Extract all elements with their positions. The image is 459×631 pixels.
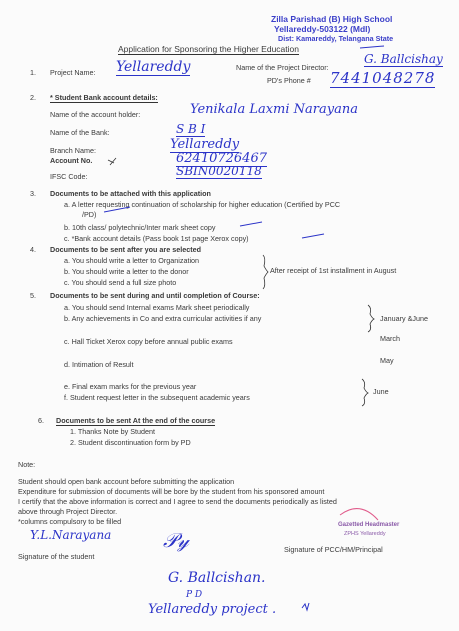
hm-stamp-line1: Gazetted Headmaster bbox=[338, 522, 400, 528]
after-selection-heading: Documents to be sent after you are selected bbox=[50, 245, 201, 254]
during-course-c: c. Hall Ticket Xerox copy before annual public exams bbox=[64, 337, 233, 346]
attachment-a: a. A letter requesting continuation of scholarship for higher education (Certified by PCC bbox=[64, 200, 341, 209]
project-signature-flourish bbox=[302, 603, 309, 610]
branch-name-label: Branch Name: bbox=[50, 146, 96, 155]
pcc-initials: 𝒫𝓎 bbox=[163, 528, 190, 552]
installment-note: After receipt of 1st installment in August bbox=[270, 266, 397, 275]
item3-number: 3. bbox=[30, 189, 36, 198]
account-scribble bbox=[108, 158, 116, 165]
bank-name-value: S B I bbox=[176, 122, 206, 136]
end-of-course-1: 1. Thanks Note by Student bbox=[70, 427, 155, 436]
during-course-d: d. Intimation of Result bbox=[64, 360, 134, 369]
note-line-5: *columns compulsory to be filled bbox=[18, 517, 122, 526]
branch-name-value: Yellareddy bbox=[170, 137, 240, 152]
after-selection-b: b. You should write a letter to the donor bbox=[64, 267, 189, 276]
during-course-d-month: May bbox=[380, 356, 394, 365]
check-mark-b bbox=[240, 222, 262, 226]
attachment-b: b. 10th class/ polytechnic/Inter mark sheet copy bbox=[64, 223, 216, 232]
bracket-final-exams bbox=[362, 379, 368, 406]
account-number-label: Account No. bbox=[50, 156, 93, 165]
hm-signature-mark bbox=[340, 509, 378, 520]
check-mark-a bbox=[104, 207, 130, 212]
project-director-label: Name of the Project Director: bbox=[236, 63, 329, 72]
student-signature: Y.L.Narayana bbox=[30, 528, 112, 542]
bank-details-heading: * Student Bank account details: bbox=[50, 93, 158, 102]
project-director-value: G. Ballcishay bbox=[364, 52, 443, 66]
pd-signature-name: G. Ballcishan. bbox=[168, 570, 266, 586]
project-name-label: Project Name: bbox=[50, 68, 96, 77]
item2-number: 2. bbox=[30, 93, 36, 102]
page-title: Application for Sponsoring the Higher Education bbox=[118, 44, 299, 54]
during-course-c-month: March bbox=[380, 334, 400, 343]
bracket-during-course bbox=[368, 305, 374, 332]
school-stamp-line2: Yellareddy-503122 (Mdl) bbox=[274, 24, 371, 34]
attachments-heading: Documents to be attached with this application bbox=[50, 189, 211, 198]
note-line-4: above through Project Director. bbox=[18, 507, 118, 516]
end-of-course-heading: Documents to be sent At the end of the course bbox=[56, 416, 216, 425]
during-course-f: f. Student request letter in the subsequent academic years bbox=[64, 393, 250, 402]
pd-phone-value: 7441048278 bbox=[330, 69, 436, 87]
during-course-heading: Documents to be sent during and until completion of Course: bbox=[50, 291, 260, 300]
pd-phone-label: PD's Phone # bbox=[267, 76, 311, 85]
item1-number: 1. bbox=[30, 68, 36, 77]
ifsc-label: IFSC Code: bbox=[50, 172, 88, 181]
student-signature-label: Signature of the student bbox=[18, 552, 95, 561]
school-stamp-line3: Dist: Kamareddy, Telangana State bbox=[278, 34, 394, 43]
note-line-3: I certify that the above information is correct and I agree to send the documents periodically as listed bbox=[18, 497, 337, 506]
director-underline-mark bbox=[360, 46, 384, 48]
project-signature: Yellareddy project . bbox=[148, 602, 277, 617]
during-course-ef-month: June bbox=[373, 387, 389, 396]
note-line-1: Student should open bank account before submitting the application bbox=[18, 477, 235, 486]
project-name-value: Yellareddy bbox=[116, 59, 191, 75]
attachment-a-cont: /PD) bbox=[82, 210, 97, 219]
check-mark-c bbox=[302, 234, 324, 238]
bracket-after-selection bbox=[263, 255, 268, 289]
attachment-c: c. *Bank account details (Pass book 1st page Xerox copy) bbox=[64, 234, 249, 243]
item4-number: 4. bbox=[30, 245, 36, 254]
note-label: Note: bbox=[18, 460, 36, 469]
hm-stamp-line2: ZPHS Yellareddy bbox=[344, 531, 386, 537]
after-selection-a: a. You should write a letter to Organization bbox=[64, 256, 200, 265]
after-selection-c: c. You should send a full size photo bbox=[64, 278, 177, 287]
during-course-b-month: January &June bbox=[380, 314, 428, 323]
ifsc-value: SBIN0020118 bbox=[176, 164, 262, 178]
item5-number: 5. bbox=[30, 291, 36, 300]
item6-number: 6. bbox=[38, 416, 44, 425]
school-stamp-line1: Zilla Parishad (B) High School bbox=[271, 14, 393, 24]
account-holder-label: Name of the account holder: bbox=[50, 110, 141, 119]
account-number-value: 62410726467 bbox=[176, 151, 267, 166]
during-course-a: a. You should send Internal exams Mark sheet periodically bbox=[64, 303, 250, 312]
account-holder-value: Yenikala Laxmi Narayana bbox=[190, 102, 358, 117]
end-of-course-2: 2. Student discontinuation form by PD bbox=[70, 438, 191, 447]
note-line-2: Expenditure for submission of documents will be bore by the student from his sponsored amount bbox=[18, 487, 325, 496]
pcc-signature-label: Signature of PCC/HM/Principal bbox=[284, 545, 383, 554]
during-course-b: b. Any achievements in Co and extra curricular activities if any bbox=[64, 314, 262, 323]
during-course-e: e. Final exam marks for the previous year bbox=[64, 382, 197, 391]
pd-signature-title: P D bbox=[186, 590, 203, 600]
bank-name-label: Name of the Bank: bbox=[50, 128, 110, 137]
